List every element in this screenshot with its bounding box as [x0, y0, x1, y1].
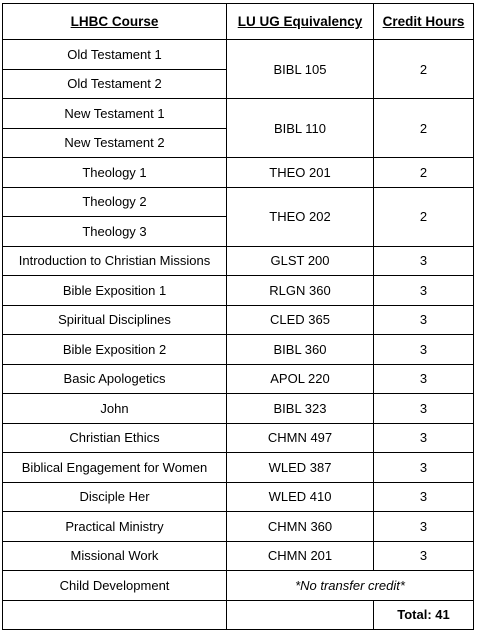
equivalency-cell: CHMN 360 — [227, 512, 374, 542]
credits-cell: 3 — [374, 394, 474, 424]
table-row — [3, 335, 474, 365]
table-row — [3, 99, 474, 129]
course-equivalency-table — [2, 3, 474, 630]
table-row — [3, 40, 474, 70]
equivalency-cell: CHMN 497 — [227, 423, 374, 453]
table-row — [3, 276, 474, 306]
course-cell: Bible Exposition 1 — [3, 276, 227, 306]
credits-cell: 2 — [374, 40, 474, 99]
credits-cell: 2 — [374, 99, 474, 158]
equivalency-cell: BIBL 110 — [227, 99, 374, 158]
credits-cell: 3 — [374, 541, 474, 571]
credits-cell: 3 — [374, 305, 474, 335]
course-cell: Child Development — [3, 571, 227, 601]
course-cell: Biblical Engagement for Women — [3, 453, 227, 483]
header-row — [3, 4, 474, 40]
equivalency-cell: WLED 410 — [227, 482, 374, 512]
empty-cell — [227, 600, 374, 630]
total-credits: Total: 41 — [374, 600, 474, 630]
course-cell: Theology 2 — [3, 187, 227, 217]
course-cell: Theology 1 — [3, 158, 227, 188]
course-cell: New Testament 2 — [3, 128, 227, 158]
header-course: LHBC Course — [3, 4, 227, 40]
course-cell: Old Testament 1 — [3, 40, 227, 70]
course-cell: Christian Ethics — [3, 423, 227, 453]
equivalency-cell: CHMN 201 — [227, 541, 374, 571]
course-cell: Old Testament 2 — [3, 69, 227, 99]
credits-cell: 2 — [374, 158, 474, 188]
credits-cell: 3 — [374, 482, 474, 512]
header-equivalency: LU UG Equivalency — [227, 4, 374, 40]
course-cell: Practical Ministry — [3, 512, 227, 542]
course-cell: New Testament 1 — [3, 99, 227, 129]
credits-cell: 3 — [374, 453, 474, 483]
equivalency-cell: RLGN 360 — [227, 276, 374, 306]
no-transfer-note: *No transfer credit* — [227, 571, 474, 601]
credits-cell: 3 — [374, 276, 474, 306]
equivalency-cell: APOL 220 — [227, 364, 374, 394]
table-row — [3, 246, 474, 276]
total-row — [3, 600, 474, 630]
course-cell: Disciple Her — [3, 482, 227, 512]
credits-cell: 3 — [374, 512, 474, 542]
table-row — [3, 453, 474, 483]
credits-cell: 3 — [374, 335, 474, 365]
course-cell: Basic Apologetics — [3, 364, 227, 394]
course-cell: John — [3, 394, 227, 424]
credits-cell: 3 — [374, 364, 474, 394]
table-row — [3, 394, 474, 424]
table-row — [3, 541, 474, 571]
equivalency-cell: BIBL 105 — [227, 40, 374, 99]
table-row — [3, 571, 474, 601]
table-row — [3, 482, 474, 512]
table-row — [3, 187, 474, 217]
table-row — [3, 364, 474, 394]
equivalency-cell: THEO 201 — [227, 158, 374, 188]
equivalency-cell: THEO 202 — [227, 187, 374, 246]
equivalency-cell: WLED 387 — [227, 453, 374, 483]
header-credits: Credit Hours — [374, 4, 474, 40]
course-cell: Theology 3 — [3, 217, 227, 247]
table-row — [3, 158, 474, 188]
equivalency-cell: CLED 365 — [227, 305, 374, 335]
table-row — [3, 512, 474, 542]
equivalency-cell: BIBL 360 — [227, 335, 374, 365]
equivalency-cell: GLST 200 — [227, 246, 374, 276]
credits-cell: 3 — [374, 246, 474, 276]
course-cell: Bible Exposition 2 — [3, 335, 227, 365]
empty-cell — [3, 600, 227, 630]
table-row — [3, 305, 474, 335]
course-cell: Missional Work — [3, 541, 227, 571]
course-cell: Spiritual Disciplines — [3, 305, 227, 335]
course-cell: Introduction to Christian Missions — [3, 246, 227, 276]
credits-cell: 3 — [374, 423, 474, 453]
table-row — [3, 423, 474, 453]
equivalency-cell: BIBL 323 — [227, 394, 374, 424]
credits-cell: 2 — [374, 187, 474, 246]
